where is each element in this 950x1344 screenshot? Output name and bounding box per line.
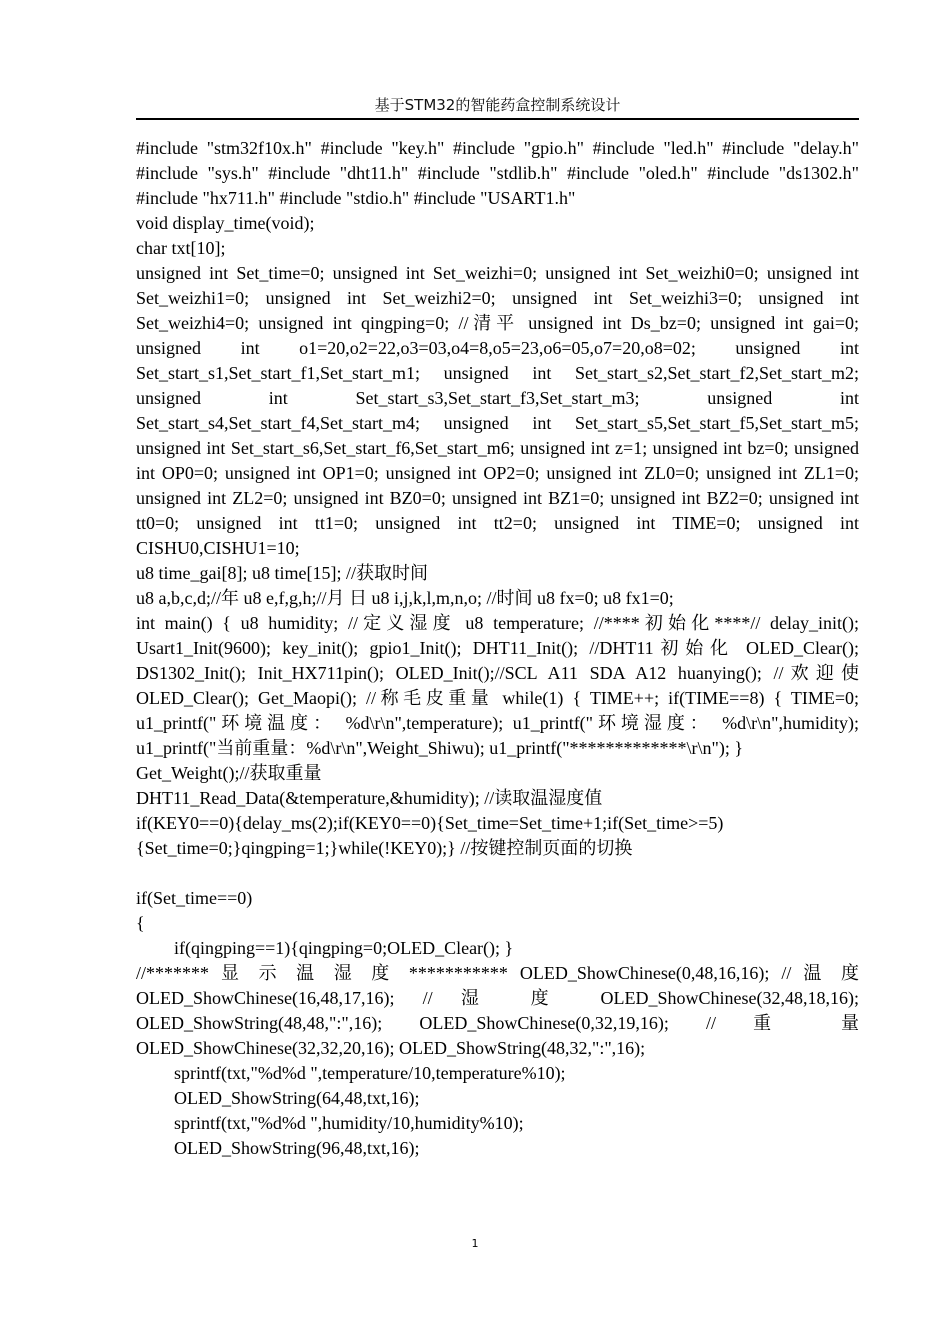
code-line: sprintf(txt,"%d%d ",temperature/10,temperature%10);	[174, 1063, 566, 1083]
code-line: u8 time_gai[8]; u8 time[15]; //获取时间	[136, 563, 428, 583]
code-line: OLED_ShowString(64,48,txt,16);	[174, 1088, 420, 1108]
code-line: OLED_ShowString(96,48,txt,16);	[174, 1138, 420, 1158]
code-line: DHT11_Read_Data(&temperature,&humidity); //读取温湿度值	[136, 788, 603, 808]
code-line: if(qingping==1){qingping=0;OLED_Clear(); }	[174, 938, 514, 958]
key-control-block: if(KEY0==0){delay_ms(2);if(KEY0==0){Set_time=Set_time+1;if(Set_time>=5) {Set_time=0;}qingping=1;}while(!KEY0);} //按键控制页面的切换	[136, 813, 724, 858]
main-function-block: int main() { u8 humidity; //定义湿度 u8 temperature; //****初始化****// delay_init(); Usart1_Init(9600); key_init(); gpio1_Init(); DHT11_Init(); //DHT11初始化 OLED_Clear(); DS1302_Init(); Init_HX711pin(); OLED_Init();//SCL A11 SDA A12 huanying(); //欢迎使 OLED_Clear(); Get_Maopi(); //称毛皮重量 while(1) { TIME++; if(TIME==8) { TIME=0; u1_printf("环境温度： %d\r\n",temperature); u1_printf("环境湿度： %d\r\n",humidity); u1_printf("当前重量：%d\r\n",Weight_Shiwu); u1_printf("*************\r\n"); }	[136, 613, 859, 758]
code-line: char txt[10];	[136, 238, 226, 258]
header-divider	[136, 118, 859, 120]
code-line: {	[136, 913, 145, 933]
include-block: #include "stm32f10x.h" #include "key.h" #include "gpio.h" #include "led.h" #include "delay.h" #include "sys.h" #include "dht11.h" #include "stdlib.h" #include "oled.h" #include "ds1302.h" #include "hx711.h" #include "stdio.h" #include "USART1.h"	[136, 138, 859, 208]
variable-declarations-block: unsigned int Set_time=0; unsigned int Set_weizhi=0; unsigned int Set_weizhi0=0; unsigned int Set_weizhi1=0; unsigned int Set_weizhi2=0; unsigned int Set_weizhi3=0; unsigned int Set_weizhi4=0; unsigned int qingping=0; //清平 unsigned int Ds_bz=0; unsigned int gai=0; unsigned int o1=20,o2=22,o3=03,o4=8,o5=23,o6=05,o7=20,o8=02; unsigned int Set_start_s1,Set_start_f1,Set_start_m1; unsigned int Set_start_s2,Set_start_f2,Set_start_m2; unsigned int Set_start_s3,Set_start_f3,Set_start_m3; unsigned int Set_start_s4,Set_start_f4,Set_start_m4; unsigned int Set_start_s5,Set_start_f5,Set_start_m5; unsigned int Set_start_s6,Set_start_f6,Set_start_m6; unsigned int z=1; unsigned int bz=0; unsigned int OP0=0; unsigned int OP1=0; unsigned int OP2=0; unsigned int ZL0=0; unsigned int ZL1=0; unsigned int ZL2=0; unsigned int BZ0=0; unsigned int BZ1=0; unsigned int BZ2=0; unsigned int tt0=0; unsigned int tt1=0; unsigned int tt2=0; unsigned int TIME=0; unsigned int CISHU0,CISHU1=10;	[136, 263, 859, 558]
page-number: 1	[471, 1237, 479, 1250]
blank-line	[136, 861, 859, 886]
code-line: sprintf(txt,"%d%d ",humidity/10,humidity%10);	[174, 1113, 524, 1133]
page-header-title: 基于STM32的智能药盒控制系统设计	[374, 96, 621, 114]
code-line: Get_Weight();//获取重量	[136, 763, 322, 783]
code-line: u8 a,b,c,d;//年 u8 e,f,g,h;//月 日 u8 i,j,k,l,m,n,o; //时间 u8 fx=0; u8 fx1=0;	[136, 588, 674, 608]
code-line: void display_time(void);	[136, 213, 315, 233]
oled-display-block: //******* 显 示 温 湿 度 *********** OLED_ShowChinese(0,48,16,16); // 温 度 OLED_ShowChinese(16,48,17,16); // 湿 度 OLED_ShowChinese(32,48,18,16); OLED_ShowString(48,48,":",16); OLED_ShowChinese(0,32,19,16); // 重 量 OLED_ShowChinese(32,32,20,16); OLED_ShowString(48,32,":",16);	[136, 963, 859, 1058]
document-body	[136, 136, 859, 1161]
code-line: if(Set_time==0)	[136, 888, 253, 908]
